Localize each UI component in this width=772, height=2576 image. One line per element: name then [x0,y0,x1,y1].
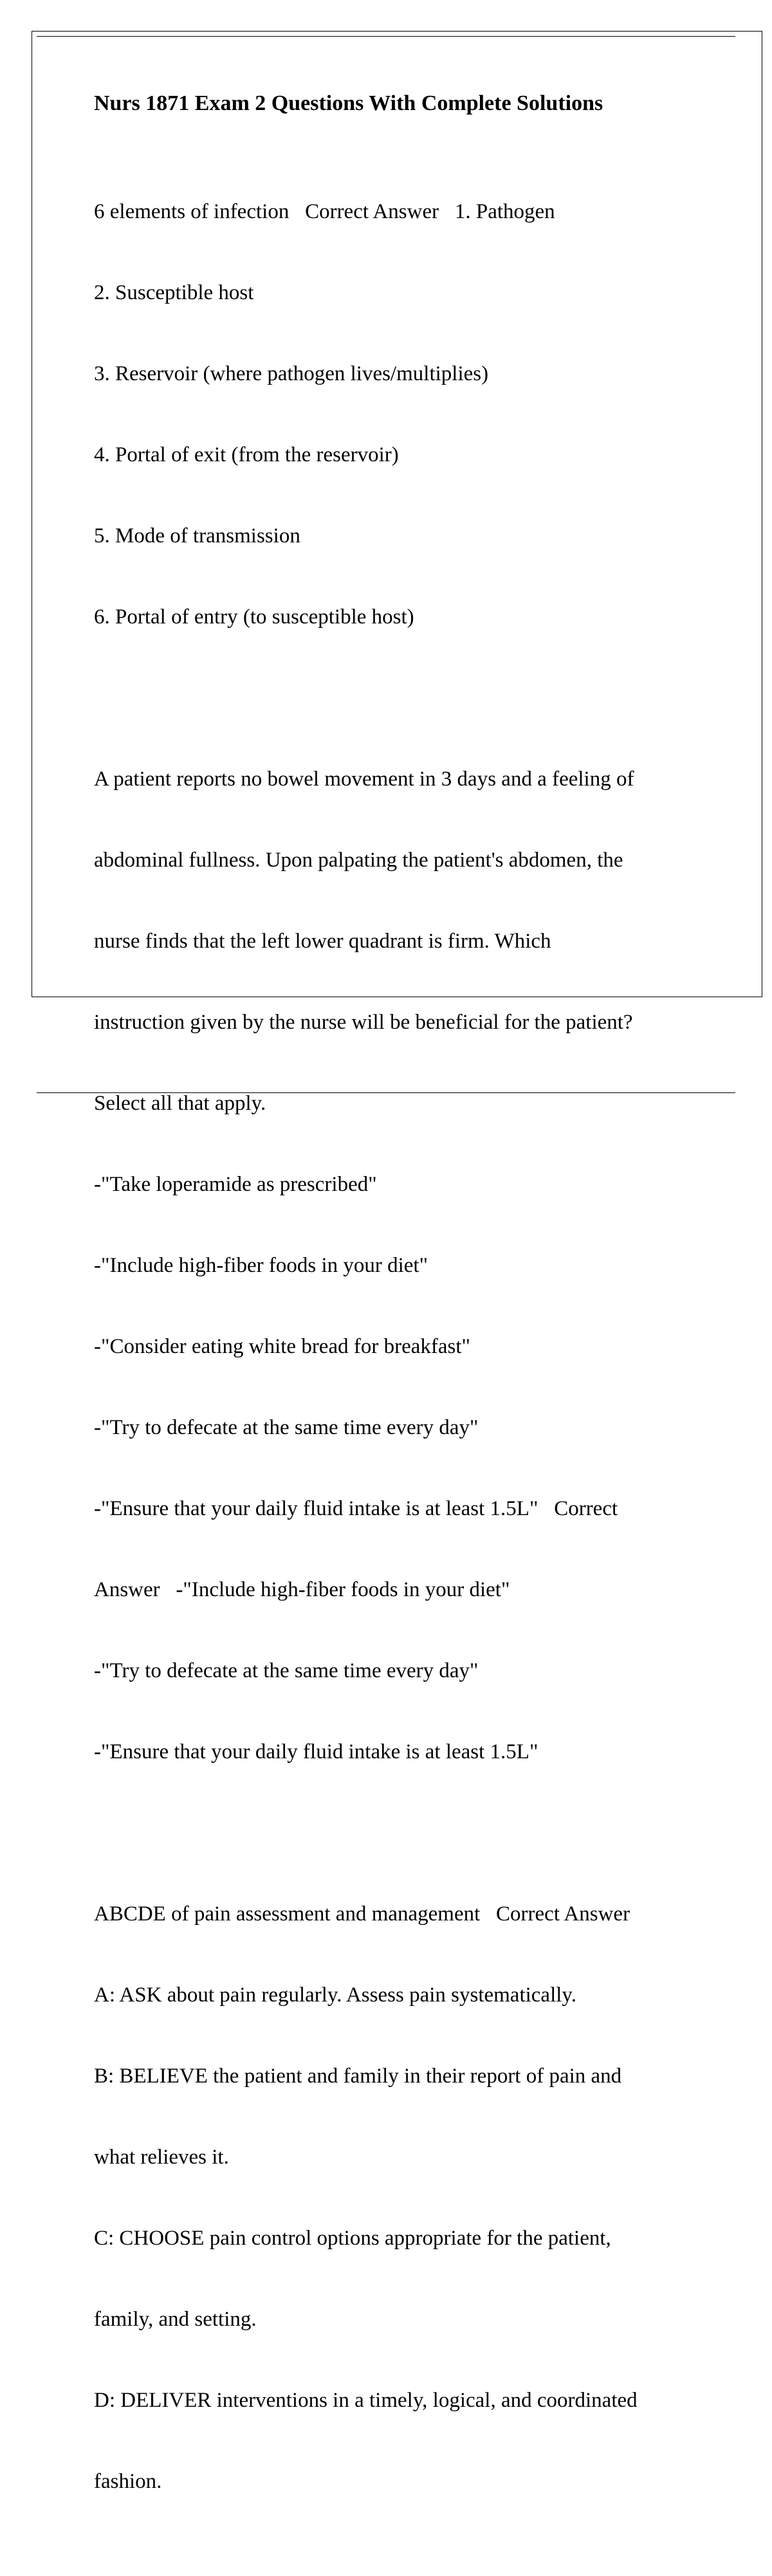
qa-line: B: BELIEVE the patient and family in their report of pain and [94,2065,622,2088]
qa-line: -"Try to defecate at the same time every day" [94,1659,479,1682]
qa-line: fashion. [94,2470,162,2493]
qa-line: A: ASK about pain regularly. Assess pain systematically. [94,1983,577,2007]
document-content [94,90,737,2576]
qa-line: -"Try to defecate at the same time every day" [94,1416,479,1439]
qa-line: instruction given by the nurse will be beneficial for the patient? [94,1011,633,1034]
qa-line: Select all that apply. [94,1092,266,1115]
qa-line: abdominal fullness. Upon palpating the patient's abdomen, the [94,849,623,872]
qa-line: C: CHOOSE pain control options appropriate for the patient, [94,2227,611,2250]
qa-line: 5. Mode of transmission [94,524,300,547]
qa-line: Answer -"Include high-fiber foods in your diet" [94,1578,510,1601]
qa-block-constipation [94,712,737,1819]
top-rule [37,36,735,37]
document-title: Nurs 1871 Exam 2 Questions With Complete Solutions [94,91,603,115]
qa-block-infection [94,144,737,685]
qa-line: -"Include high-fiber foods in your diet" [94,1254,428,1277]
qa-line: 6 elements of infection Correct Answer 1. Pathogen [94,200,555,223]
qa-line: A patient reports no bowel movement in 3 days and a feeling of [94,768,634,791]
qa-line: 2. Susceptible host [94,281,254,304]
qa-block-pain-abcde [94,1846,737,2549]
qa-line: 4. Portal of exit (from the reservoir) [94,443,399,466]
qa-line: nurse finds that the left lower quadrant is firm. Which [94,930,551,953]
qa-line: family, and setting. [94,2308,257,2331]
qa-line: -"Take loperamide as prescribed" [94,1173,377,1196]
qa-line: D: DELIVER interventions in a timely, logical, and coordinated [94,2389,638,2412]
qa-line: 6. Portal of entry (to susceptible host) [94,605,414,629]
qa-line: what relieves it. [94,2146,229,2169]
qa-line: -"Consider eating white bread for breakfast" [94,1335,470,1358]
qa-line: 3. Reservoir (where pathogen lives/multiplies) [94,362,489,385]
qa-line: -"Ensure that your daily fluid intake is at least 1.5L" Correct [94,1497,618,1520]
qa-line: ABCDE of pain assessment and management Correct Answer [94,1902,630,1926]
qa-line: -"Ensure that your daily fluid intake is at least 1.5L" [94,1740,538,1763]
